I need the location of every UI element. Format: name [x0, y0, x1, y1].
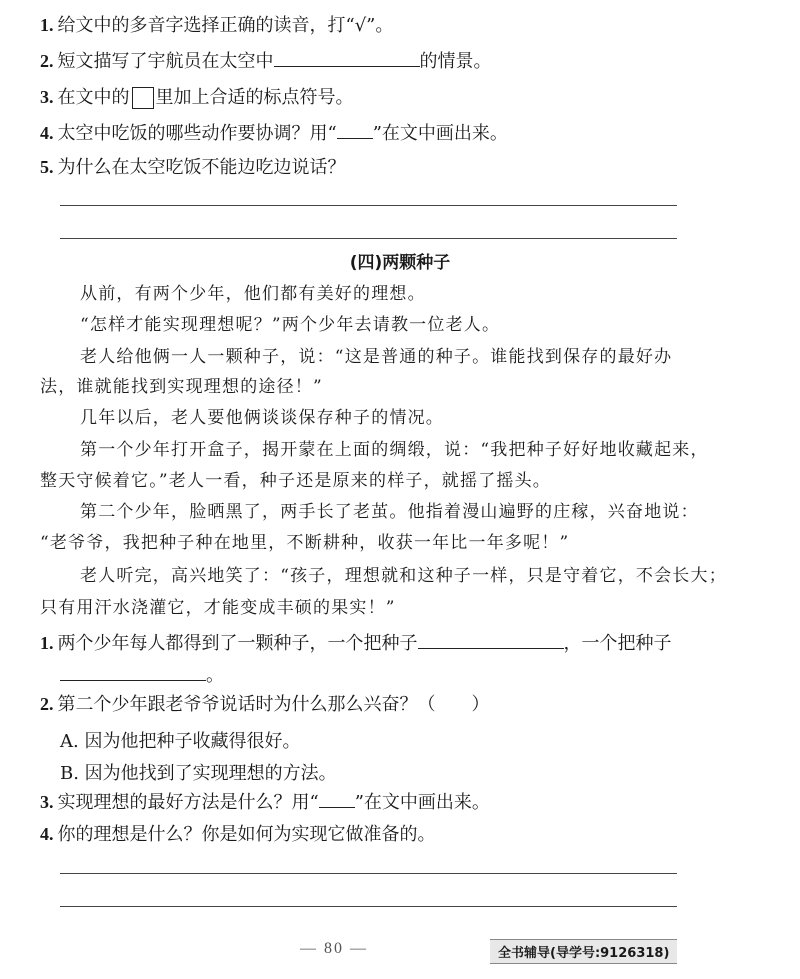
question-text: 短文描写了宇航员在太空中: [57, 51, 274, 72]
answer-line[interactable]: [60, 873, 677, 874]
question-number: 1.: [40, 15, 54, 35]
question-2: [40, 693, 490, 716]
question-number: 5.: [40, 157, 54, 177]
passage-line: 整天守候着它。”老人一看，种子还是原来的样子，就摇了摇头。: [40, 471, 551, 491]
question-text: ”在文中画出来。: [354, 792, 490, 813]
question-text: 太空中吃饭的哪些动作要协调？用“: [57, 123, 337, 144]
underline-mark: [319, 791, 355, 808]
question-text: 两个少年每人都得到了一颗种子，一个把种子: [57, 633, 418, 654]
question-number: 2.: [40, 694, 54, 714]
question-2: [40, 50, 492, 73]
passage-line: 第一个少年打开盒子，揭开蒙在上面的绸缎，说：“我把种子好好地收藏起来，: [80, 440, 709, 460]
passage-title: (四)两颗种子: [349, 253, 451, 273]
answer-blank[interactable]: [274, 50, 420, 67]
question-4: [40, 823, 436, 846]
page-number: — 80 —: [300, 940, 368, 957]
question-4: [40, 122, 508, 145]
answer-line[interactable]: [60, 205, 677, 206]
underline-mark: [337, 122, 373, 139]
question-number: 4.: [40, 824, 54, 844]
question-text: ，一个把种子: [563, 633, 672, 654]
question-text: 里加上合适的标点符号。: [155, 87, 354, 108]
question-text: 的情景。: [419, 51, 492, 72]
question-5: [40, 156, 346, 179]
question-text: 。: [206, 665, 224, 686]
answer-blank[interactable]: [418, 632, 564, 649]
question-text: 第二个少年跟老爷爷说话时为什么那么兴奋？（ ）: [57, 694, 490, 715]
punctuation-box: [132, 87, 154, 109]
passage-line: 第二个少年，脸晒黑了，两手长了老茧。他指着漫山遍野的庄稼，兴奋地说：: [80, 502, 699, 522]
question-3: [40, 86, 354, 109]
passage-line: “老爷爷，我把种子种在地里，不断耕种，收获一年比一年多呢！”: [40, 533, 570, 553]
question-3: [40, 791, 490, 814]
answer-blank[interactable]: [60, 664, 206, 681]
question-text: 你的理想是什么？你是如何为实现它做准备的。: [57, 824, 436, 845]
question-number: 1.: [40, 633, 54, 653]
question-1: [40, 14, 393, 37]
option-b[interactable]: B. 因为他找到了实现理想的方法。: [60, 763, 337, 784]
question-text: 为什么在太空吃饭不能边吃边说话？: [57, 157, 346, 178]
answer-line[interactable]: [60, 906, 677, 907]
answer-line[interactable]: [60, 238, 677, 239]
question-1-cont: [60, 664, 224, 687]
passage-line: “怎样才能实现理想呢？”两个少年去请教一位老人。: [80, 315, 501, 335]
passage-line: 几年以后，老人要他俩谈谈保存种子的情况。: [80, 408, 444, 428]
passage-line: 老人给他俩一人一颗种子，说：“这是普通的种子。谁能找到保存的最好办: [80, 347, 673, 367]
passage-line: 老人听完，高兴地笑了：“孩子，理想就和这种子一样，只是守着它，不会长大；: [80, 566, 727, 586]
book-badge: 全书辅导(导学号:9126318): [490, 939, 677, 964]
passage-line: 法，谁就能找到实现理想的途径！”: [40, 377, 323, 397]
question-number: 2.: [40, 51, 54, 71]
passage-line: 只有用汗水浇灌它，才能变成丰硕的果实！”: [40, 598, 396, 618]
question-text: 在文中的: [57, 87, 130, 108]
question-number: 4.: [40, 123, 54, 143]
question-text: ”在文中画出来。: [372, 123, 508, 144]
question-text: 给文中的多音字选择正确的读音，打“√”。: [57, 15, 394, 36]
question-number: 3.: [40, 792, 54, 812]
option-a[interactable]: A. 因为他把种子收藏得很好。: [60, 731, 301, 752]
passage-line: 从前，有两个少年，他们都有美好的理想。: [80, 284, 426, 304]
question-number: 3.: [40, 87, 54, 107]
question-text: 实现理想的最好方法是什么？用“: [57, 792, 319, 813]
question-1: [40, 632, 672, 655]
